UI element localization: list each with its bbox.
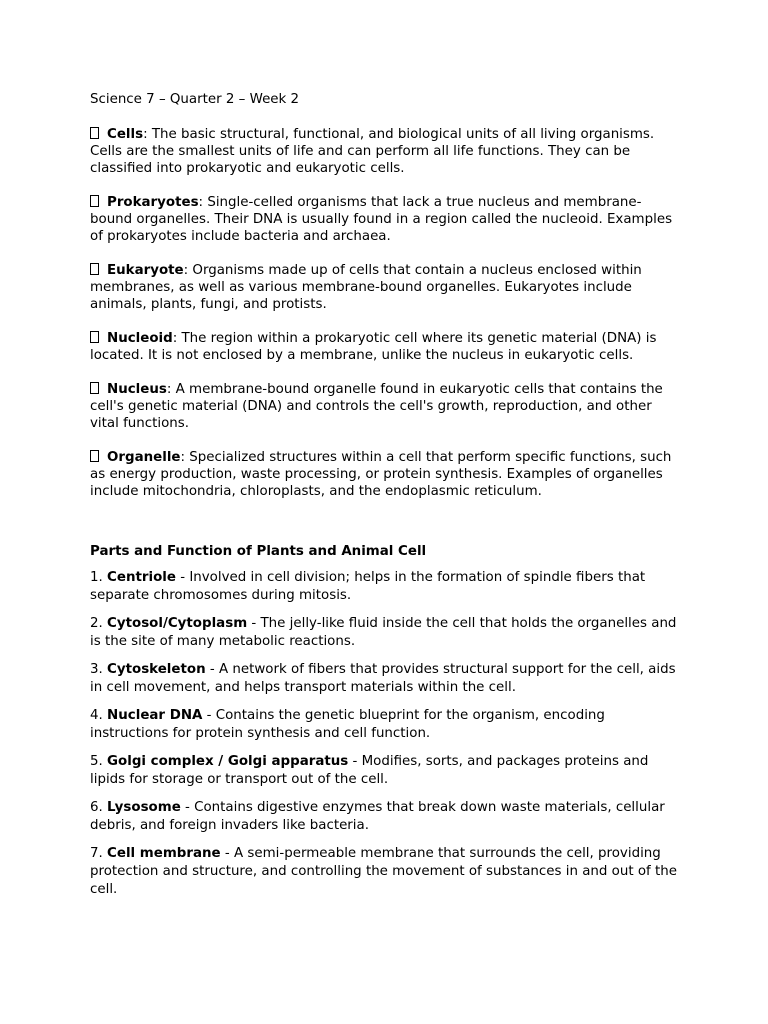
missing-glyph-bullet-icon [90,331,99,343]
part-description: - A semi-permeable membrane that surrounds the cell, providing protection and structure, and controlling the movement of substances in and out of the cell. [90,846,677,897]
term-label: Organelle [107,450,181,465]
term-definition: : A membrane-bound organelle found in eukaryotic cells that contains the cell's genetic material (DNA) and controls the cell's growth, reproduction, and other vital functions. [90,382,663,431]
term-label: Nucleoid [107,331,173,346]
part-name: Cell membrane [107,846,221,861]
part-name: Golgi complex / Golgi apparatus [107,754,349,769]
missing-glyph-bullet-icon [90,127,99,139]
term-nucleoid [90,330,680,364]
part-name: Nuclear DNA [107,708,203,723]
term-cells [90,126,680,177]
part-item-lysosome [90,799,680,835]
part-item-centriole [90,569,680,605]
term-definition: : Specialized structures within a cell that perform specific functions, such as energy production, waste processing, or protein synthesis. Examples of organelles include mitochondria, chloroplasts, and the endoplasmic reticulum. [90,450,672,499]
missing-glyph-bullet-icon [90,382,99,394]
part-number: 6. [90,800,108,815]
term-label: Prokaryotes [107,195,199,210]
terms-list [90,126,680,500]
missing-glyph-bullet-icon [90,450,99,462]
document-title: Science 7 – Quarter 2 – Week 2 [90,92,300,107]
term-definition: : Single-celled organisms that lack a true nucleus and membrane-bound organelles. Their DNA is usually found in a region called the nucleoid. Examples of prokaryotes include bacteria and archaea. [90,195,673,244]
part-item-cell-membrane [90,845,680,899]
term-label: Cells [107,127,144,142]
term-organelle [90,449,680,500]
section-heading: Parts and Function of Plants and Animal Cell [90,544,427,559]
parts-list [90,569,680,899]
missing-glyph-bullet-icon [90,195,99,207]
part-description: - Contains digestive enzymes that break down waste materials, cellular debris, and foreign invaders like bacteria. [90,800,665,833]
part-number: 1. [90,570,108,585]
term-eukaryote [90,262,680,313]
part-description: - The jelly-like fluid inside the cell that holds the organelles and is the site of many metabolic reactions. [90,616,677,649]
part-description: - A network of fibers that provides structural support for the cell, aids in cell movement, and helps transport materials within the cell. [90,662,676,695]
term-prokaryotes [90,194,680,245]
part-name: Cytosol/Cytoplasm [107,616,248,631]
part-item-golgi [90,753,680,789]
part-item-cytosol [90,615,680,651]
missing-glyph-bullet-icon [90,263,99,275]
term-label: Nucleus [107,382,167,397]
part-description: - Involved in cell division; helps in the formation of spindle fibers that separate chromosomes during mitosis. [90,570,646,603]
part-description: - Modifies, sorts, and packages proteins and lipids for storage or transport out of the cell. [90,754,649,787]
term-nucleus [90,381,680,432]
term-definition: : Organisms made up of cells that contain a nucleus enclosed within membranes, as well as various membrane-bound organelles. Eukaryotes include animals, plants, fungi, and protists. [90,263,642,312]
part-number: 2. [90,616,108,631]
term-label: Eukaryote [107,263,184,278]
part-name: Lysosome [107,800,181,815]
part-name: Centriole [107,570,176,585]
part-number: 4. [90,708,108,723]
term-definition: : The region within a prokaryotic cell where its genetic material (DNA) is located. It is not enclosed by a membrane, unlike the nucleus in eukaryotic cells. [90,331,657,363]
part-item-cytoskeleton [90,661,680,697]
part-number: 7. [90,846,108,861]
term-definition: : The basic structural, functional, and biological units of all living organisms. Cells are the smallest units of life and can perform all life functions. They can be classified into prokaryotic and eukaryotic cells. [90,127,655,176]
part-item-nuclear-dna [90,707,680,743]
part-number: 3. [90,662,108,677]
part-name: Cytoskeleton [107,662,206,677]
part-description: - Contains the genetic blueprint for the organism, encoding instructions for protein synthesis and cell function. [90,708,605,741]
part-number: 5. [90,754,108,769]
